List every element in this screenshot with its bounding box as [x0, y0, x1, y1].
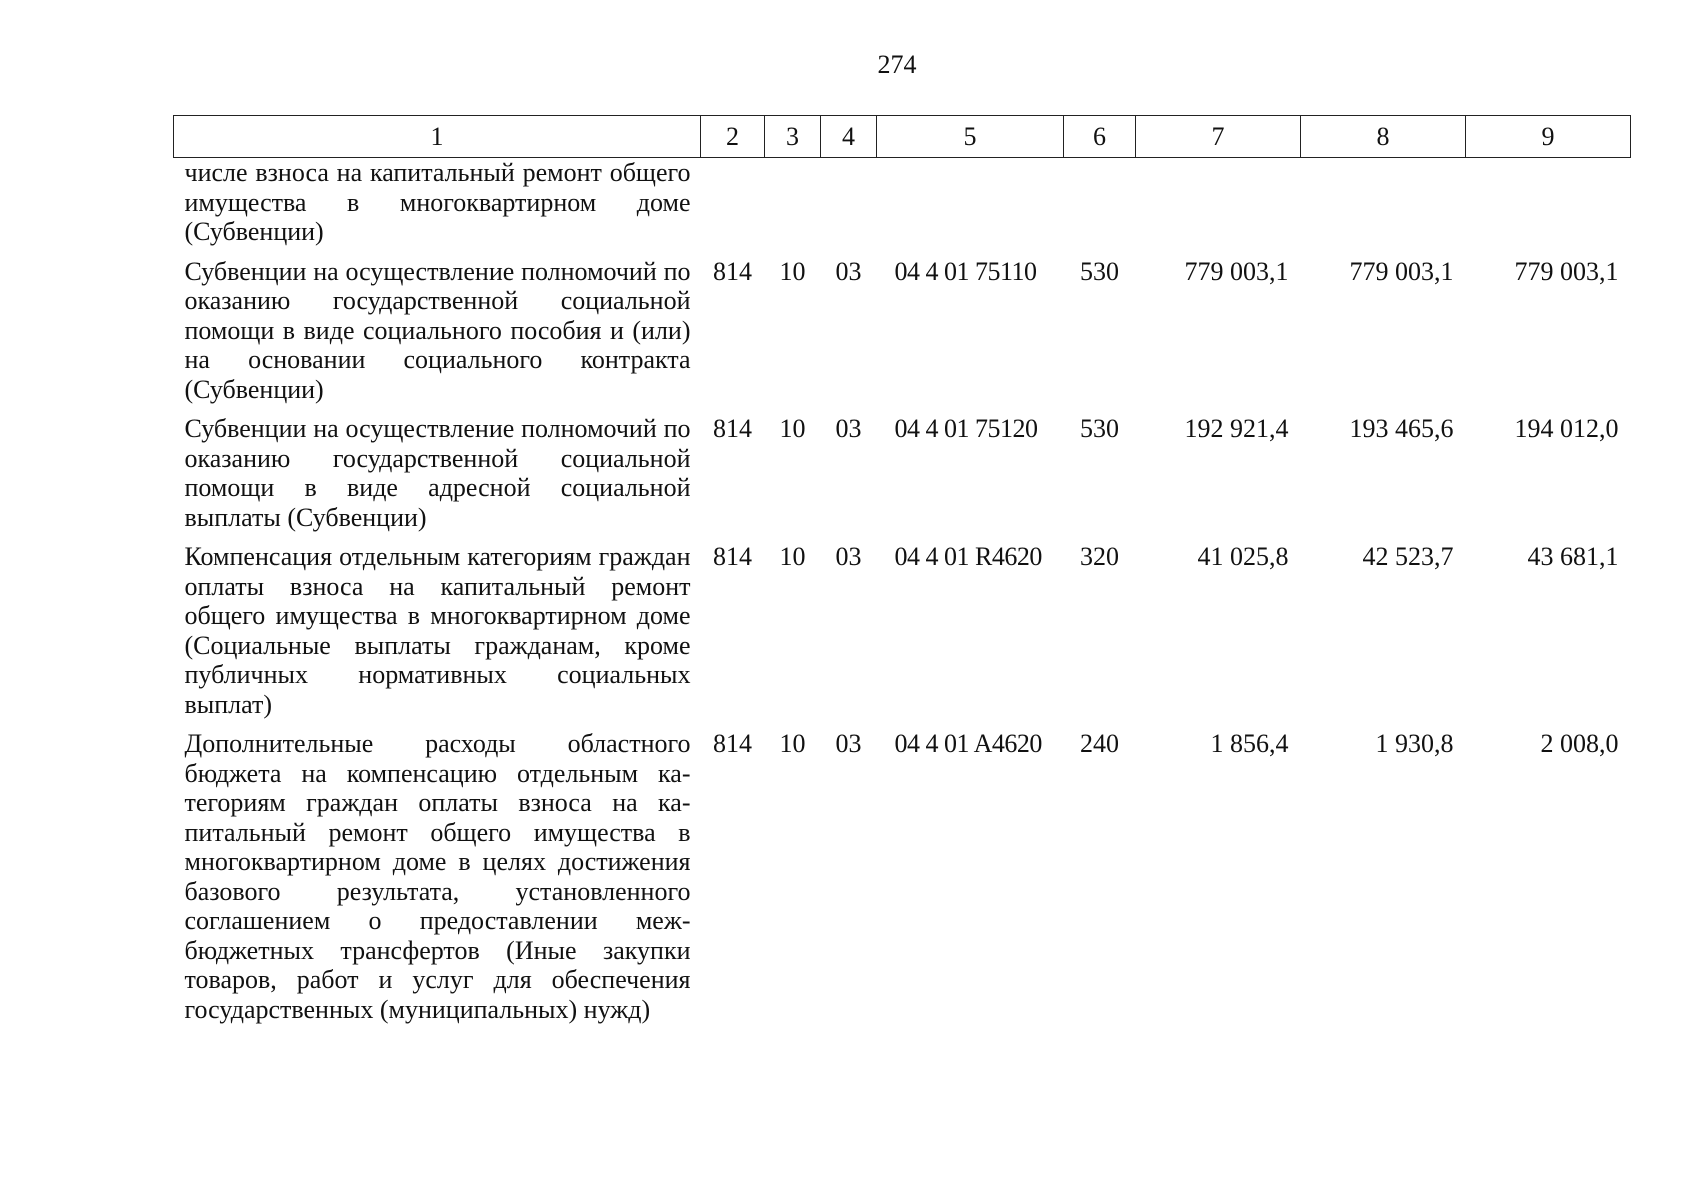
- header-col-1: 1: [174, 116, 701, 158]
- header-col-7: 7: [1136, 116, 1301, 158]
- header-col-6: 6: [1064, 116, 1136, 158]
- row-ministry: 814: [713, 729, 752, 758]
- table-body: [174, 158, 1631, 1025]
- row-target-article: 04 4 01 R4620: [894, 542, 1042, 571]
- row-section: 10: [779, 414, 806, 443]
- header-col-4: 4: [821, 116, 877, 158]
- row-subsection: 03: [835, 729, 862, 758]
- page-number: 274: [877, 50, 917, 79]
- row-year1: 779 003,1: [1184, 256, 1289, 286]
- row-expense-type: 320: [1080, 542, 1119, 571]
- row-year3: 2 008,0: [1540, 729, 1619, 758]
- row-year2: 779 003,1: [1349, 256, 1454, 286]
- row-ministry: 814: [713, 414, 752, 443]
- row-section: [765, 158, 821, 247]
- header-col-5: 5: [877, 116, 1064, 158]
- row-ministry: [701, 158, 765, 247]
- row-description: Дополнительные расходы областного бюджета на компенсацию отдельным категориям граждан оплаты взноса на капитальный ремонт общего имущества в многоквартирном доме в целях достижения базового результата, установленного соглашением о предоставлении межбюджетных трансфертов (Иные закупки товаров, работ и услуг для обеспечения государственных (муниципальных) нужд): [184, 729, 691, 1024]
- header-col-9: 9: [1466, 116, 1631, 158]
- row-section: 10: [779, 542, 806, 571]
- row-description: Компенсация отдельным категориям граждан оплаты взноса на капитальный ремонт общего имущества в многоквартирном доме (Социальные выплаты гражданам, кроме публичных нормативных социальных выплат): [184, 542, 691, 719]
- header-col-2: 2: [701, 116, 765, 158]
- table-row: [174, 247, 1631, 405]
- row-year2: 1 930,8: [1375, 729, 1454, 758]
- row-year1: 192 921,4: [1184, 414, 1289, 443]
- row-section: 10: [779, 256, 806, 286]
- row-year1: 41 025,8: [1197, 542, 1289, 571]
- row-expense-type: [1064, 158, 1136, 247]
- table-header: [174, 116, 1631, 158]
- row-target-article: 04 4 01 A4620: [894, 729, 1042, 758]
- row-expense-type: 530: [1080, 256, 1119, 286]
- row-target-article: [877, 158, 1064, 247]
- row-year3: [1466, 158, 1631, 247]
- row-subsection: 03: [835, 256, 862, 286]
- row-year3: 779 003,1: [1514, 256, 1619, 286]
- header-col-8: 8: [1301, 116, 1466, 158]
- row-year2: [1301, 158, 1466, 247]
- table-row: [174, 719, 1631, 1024]
- row-ministry: 814: [713, 256, 752, 286]
- row-subsection: 03: [835, 414, 862, 443]
- table-row: [174, 158, 1631, 247]
- row-ministry: 814: [713, 542, 752, 571]
- header-col-3: 3: [765, 116, 821, 158]
- table-row: [174, 532, 1631, 719]
- row-year2: 193 465,6: [1349, 414, 1454, 443]
- row-description: числе взноса на капитальный ремонт общего имущества в многоквартирном доме (Субвенции): [184, 158, 691, 246]
- row-year1: [1136, 158, 1301, 247]
- row-description: Субвенции на осуществление полномочий по оказанию государственной социальной помощи в виде адресной социальной выплаты (Субвенции): [184, 414, 691, 532]
- row-year3: 194 012,0: [1514, 414, 1619, 443]
- row-year3: 43 681,1: [1527, 542, 1619, 571]
- budget-table: [173, 115, 1631, 1024]
- row-description: Субвенции на осуществление полномочий по оказанию государственной социальной помощи в виде социального пособия и (или) на основании социального контракта (Субвенции): [184, 256, 691, 404]
- row-target-article: 04 4 01 75110: [894, 256, 1037, 286]
- row-year2: 42 523,7: [1362, 542, 1454, 571]
- row-subsection: [821, 158, 877, 247]
- row-expense-type: 530: [1080, 414, 1119, 443]
- header-row: [174, 116, 1631, 158]
- table-row: [174, 404, 1631, 532]
- row-year1: 1 856,4: [1210, 729, 1289, 758]
- row-expense-type: 240: [1080, 729, 1119, 758]
- row-target-article: 04 4 01 75120: [894, 414, 1038, 443]
- row-section: 10: [779, 729, 806, 758]
- row-subsection: 03: [835, 542, 862, 571]
